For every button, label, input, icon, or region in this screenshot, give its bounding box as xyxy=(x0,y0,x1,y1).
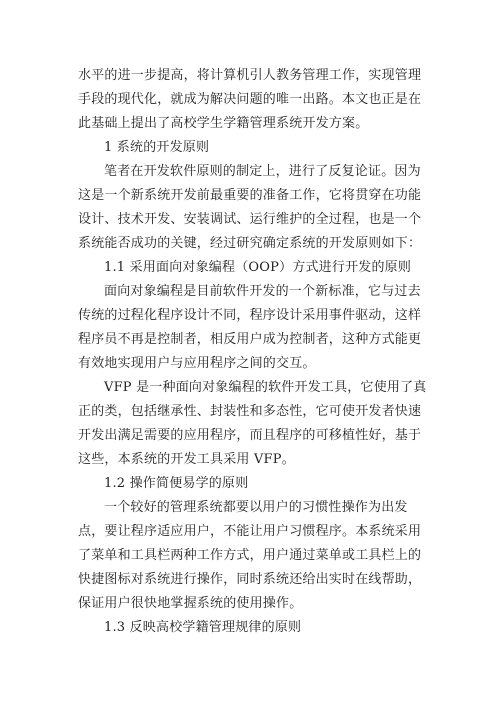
paragraph-line: 系统能否成功的关键，经过研究确定系统的开发原则如下： xyxy=(78,236,422,251)
paragraph-line: 正的类，包括继承性、封装性和多态性，它可使开发者快速 xyxy=(78,404,422,419)
paragraph-line: 了菜单和工具栏两种工作方式，用户通过菜单或工具栏上的 xyxy=(78,548,422,563)
paragraph-line: 水平的进一步提高，将计算机引人教务管理工作，实现管理 xyxy=(78,68,422,83)
subsection-heading: 1.1 采用面向对象编程（OOP）方式进行开发的原则 xyxy=(104,260,412,275)
paragraph-line: 面向对象编程是目前软件开发的一个新标准，它与过去 xyxy=(104,284,421,299)
paragraph-line: 传统的过程化程序设计不同，程序设计采用事件驱动，这样 xyxy=(78,308,422,323)
paragraph-line: 一个较好的管理系统都要以用户的习惯性操作为出发 xyxy=(104,500,408,515)
section-heading: 1 系统的开发原则 xyxy=(104,140,210,155)
paragraph-line: 此基础上提出了高校学生学籍管理系统开发方案。 xyxy=(78,116,369,131)
paragraph-line: 开发出满足需要的应用程序，而且程序的可移植性好，基于 xyxy=(78,428,422,443)
paragraph-line: 手段的现代化，就成为解决问题的唯一出路。本文也正是在 xyxy=(78,92,422,107)
paragraph-line: 快捷图标对系统进行操作，同时系统还给出实时在线帮助， xyxy=(78,572,422,587)
paragraph-line: 这些，本系统的开发工具采用 VFP。 xyxy=(78,452,295,467)
paragraph-line: VFP 是一种面向对象编程的软件开发工具，它使用了真 xyxy=(104,380,427,395)
paragraph-line: 保证用户很快地掌握系统的使用操作。 xyxy=(78,596,303,611)
paragraph-line: 程序员不再是控制者，相反用户成为控制者，这种方式能更 xyxy=(78,332,422,347)
subsection-heading: 1.3 反映高校学籍管理规律的原则 xyxy=(104,620,302,635)
paragraph-line: 点，要让程序适应用户，不能让用户习惯程序。本系统采用 xyxy=(78,524,422,539)
paragraph-line: 有效地实现用户与应用程序之间的交互。 xyxy=(78,356,316,371)
paragraph-line: 这是一个新系统开发前最重要的准备工作，它将贯穿在功能 xyxy=(78,188,422,203)
paragraph-line: 设计、技术开发、安装调试、运行维护的全过程，也是一个 xyxy=(78,212,422,227)
paragraph-line: 笔者在开发软件原则的制定上，进行了反复论证。因为 xyxy=(104,164,421,179)
subsection-heading: 1.2 操作简便易学的原则 xyxy=(104,476,249,491)
